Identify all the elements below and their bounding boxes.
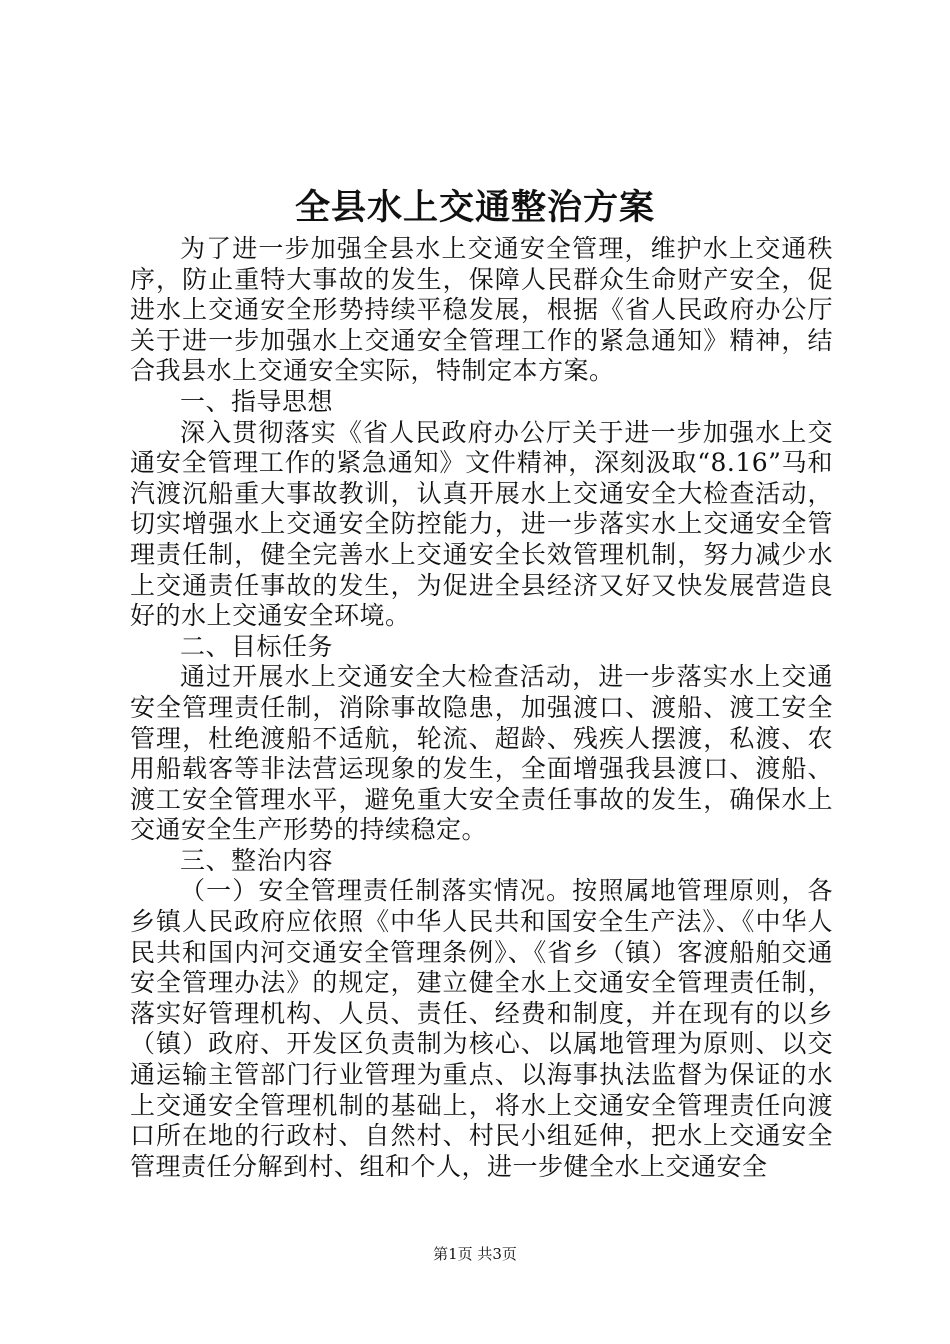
section-heading-guiding-thought: 一、指导思想 (180, 386, 334, 416)
page-footer: 第1页 共3页 (433, 1245, 517, 1263)
rectification-content-paragraph: （一）安全管理责任制落实情况。按照属地管理原则，各乡镇人民政府应依照《中华人民共和国安全生产法》、《中华人民共和国内河交通安全管理条例》、《省乡（镇）客渡船舶交通安全管理办法》的规定，建立健全水上交通安全管理责任制，落实好管理机构、人员、责任、经费和制度，并在现有的以乡（镇）政府、开发区负责制为核心、以属地管理为原则、以交通运输主管部门行业管理为重点、以海事执法监督为保证的水上交通安全管理机制的基础上，将水上交通安全管理责任向渡口所在地的行政村、自然村、村民小组延伸，把水上交通安全管理责任分解到村、组和个人，进一步健全水上交通安全 (130, 876, 833, 1181)
document-body (130, 234, 833, 1182)
intro-paragraph: 为了进一步加强全县水上交通安全管理，维护水上交通秩序，防止重特大事故的发生，保障人民群众生命财产安全，促进水上交通安全形势持续平稳发展，根据《省人民政府办公厅关于进一步加强水上交通安全管理工作的紧急通知》精神，结合我县水上交通安全实际，特制定本方案。 (130, 234, 833, 386)
guiding-thought-paragraph: 深入贯彻落实《省人民政府办公厅关于进一步加强水上交通安全管理工作的紧急通知》文件精神，深刻汲取“8.16”马和汽渡沉船重大事故教训，认真开展水上交通安全大检查活动，切实增强水上交通安全防控能力，进一步落实水上交通安全管理责任制，健全完善水上交通安全长效管理机制，努力减少水上交通责任事故的发生，为促进全县经济又好又快发展营造良好的水上交通安全环境。 (130, 417, 833, 631)
section-heading-rectification-content: 三、整治内容 (180, 845, 334, 875)
objectives-paragraph: 通过开展水上交通安全大检查活动，进一步落实水上交通安全管理责任制，消除事故隐患，加强渡口、渡船、渡工安全管理，杜绝渡船不适航，轮流、超龄、残疾人摆渡，私渡、农用船载客等非法营运现象的发生，全面增强我县渡口、渡船、渡工安全管理水平，避免重大安全责任事故的发生，确保水上交通安全生产形势的持续稳定。 (130, 662, 833, 845)
section-heading-objectives: 二、目标任务 (180, 631, 334, 661)
document-title: 全县水上交通整治方案 (294, 187, 655, 228)
